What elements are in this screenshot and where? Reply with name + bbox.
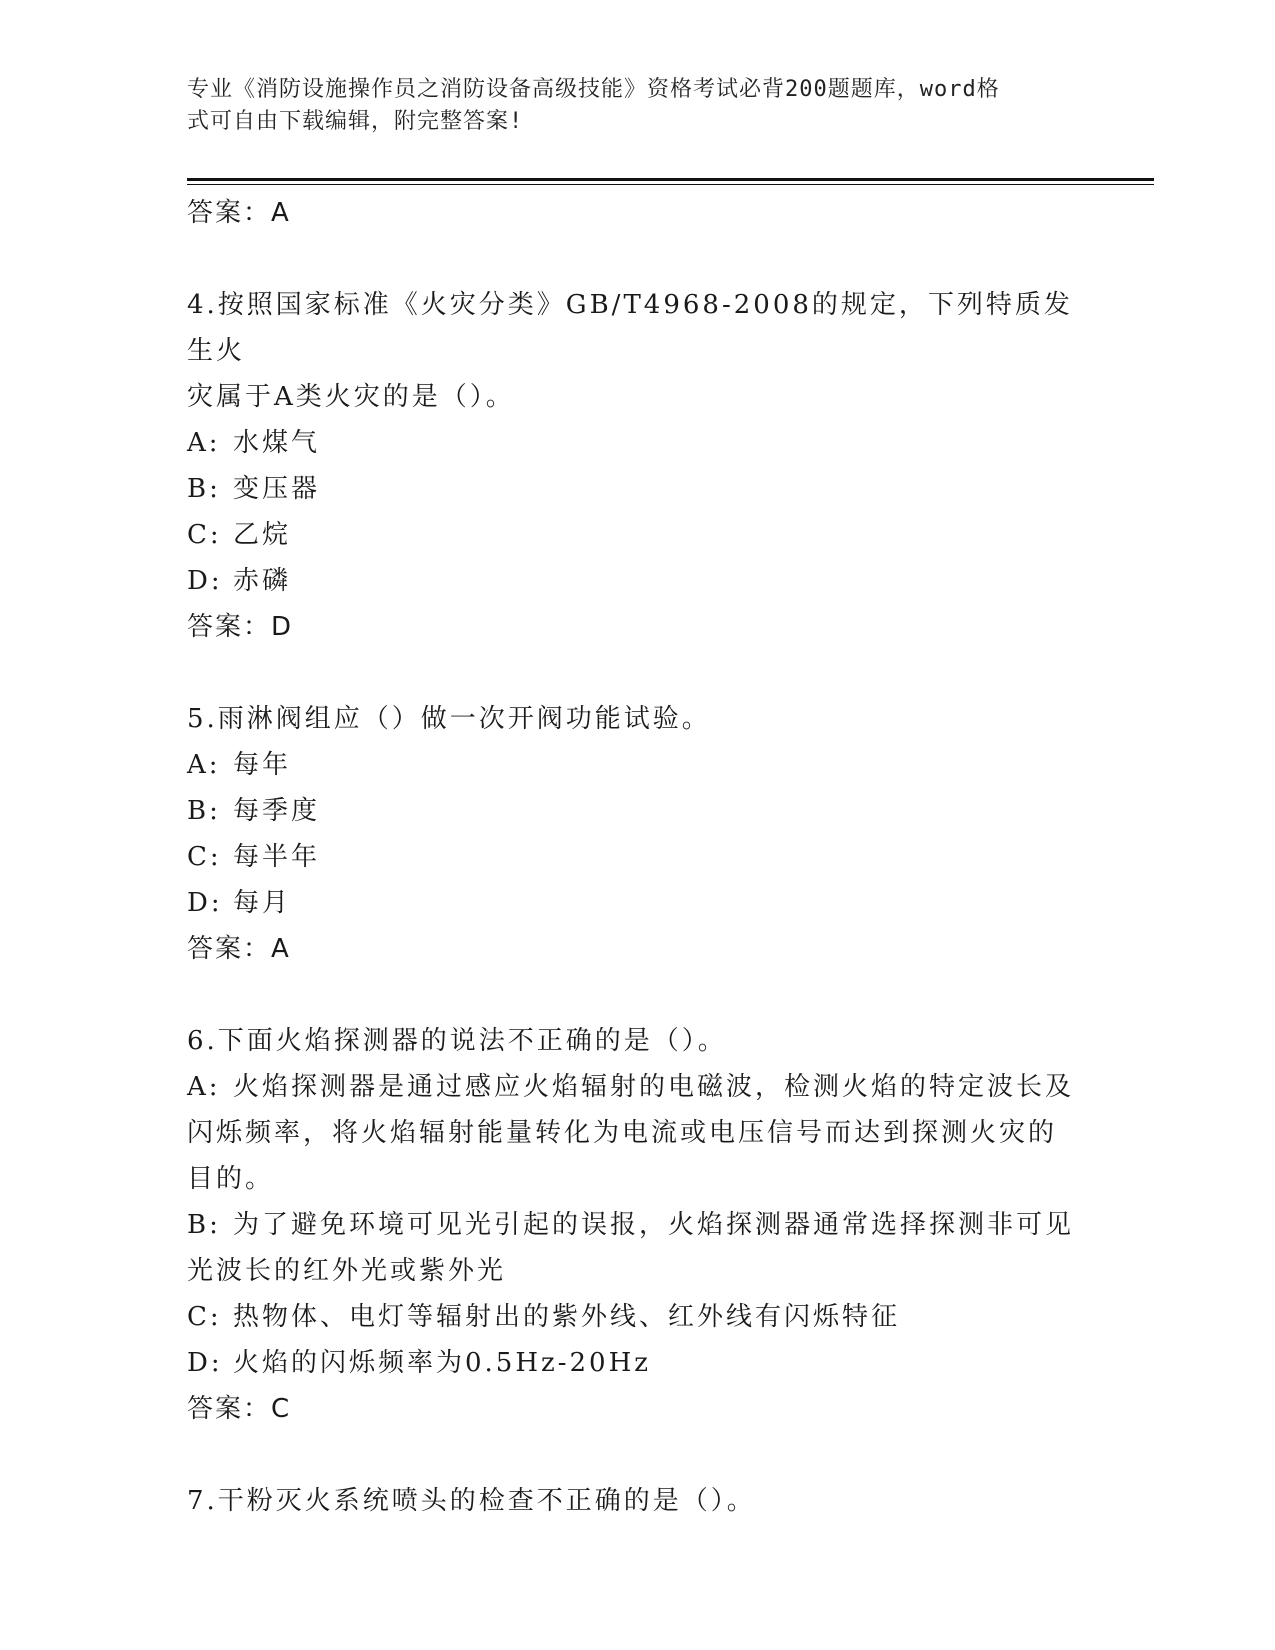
option-c [187,834,1087,880]
option-text: 乙烷 [233,520,292,550]
option-letter: D: [187,566,223,596]
header-rule-thick [187,178,1154,181]
option-a [187,742,1087,788]
question-4 [187,282,1087,650]
option-b-cont: 光波长的红外光或紫外光 [187,1256,507,1286]
option-text: 每季度 [233,796,321,826]
option-c [187,512,1087,558]
document-header [187,74,1067,138]
option-letter: C: [187,1302,222,1332]
option-text: 热物体、电灯等辐射出的紫外线、红外线有闪烁特征 [233,1302,901,1332]
option-letter: A: [187,750,221,780]
question-stem-cont: 灾属于A类火灾的是（）。 [187,382,515,412]
header-line-2: 式可自由下载编辑，附完整答案! [187,109,524,134]
question-7 [187,1478,1087,1524]
question-5 [187,696,1087,972]
spacer [187,236,1087,282]
spacer [187,650,1087,696]
header-rule-thin [187,184,1154,185]
question-6 [187,1018,1087,1432]
option-a-cont: 目的。 [187,1164,275,1194]
answer-prev: 答案：A [187,198,291,228]
option-letter: D: [187,888,223,918]
document-body [187,190,1087,1524]
option-letter: B: [187,1210,221,1240]
option-text: 每年 [233,750,292,780]
answer: 答案：C [187,1394,292,1424]
option-b [187,788,1087,834]
option-letter: B: [187,474,221,504]
question-stem: 4.按照国家标准《火灾分类》GB/T4968-2008的规定，下列特质发生火 [187,290,1073,366]
option-d [187,1340,1087,1386]
option-text: 变压器 [233,474,321,504]
option-text: 赤磷 [233,566,292,596]
option-text: 每月 [233,888,292,918]
option-letter: C: [187,842,222,872]
option-text: 火焰探测器是通过感应火焰辐射的电磁波，检测火焰的特定波长及 [233,1072,1075,1102]
answer: 答案：D [187,612,294,642]
option-letter: B: [187,796,221,826]
option-c [187,1294,1087,1340]
option-d [187,880,1087,926]
option-a-cont: 闪烁频率，将火焰辐射能量转化为电流或电压信号而达到探测火灾的 [187,1118,1058,1148]
option-b [187,466,1087,512]
option-a [187,420,1087,466]
option-letter: C: [187,520,222,550]
option-d [187,558,1087,604]
option-letter: A: [187,428,221,458]
option-text: 水煤气 [233,428,321,458]
option-letter: A: [187,1072,221,1102]
spacer [187,1432,1087,1478]
question-stem: 7.干粉灭火系统喷头的检查不正确的是（）。 [187,1486,756,1516]
option-text: 火焰的闪烁频率为0.5Hz-20Hz [233,1348,651,1378]
header-line-1: 专业《消防设施操作员之消防设备高级技能》资格考试必背200题题库，word格 [187,77,1000,102]
spacer [187,972,1087,1018]
option-text: 每半年 [233,842,321,872]
option-letter: D: [187,1348,223,1378]
option-b [187,1202,1087,1248]
option-text: 为了避免环境可见光引起的误报，火焰探测器通常选择探测非可见 [233,1210,1075,1240]
answer: 答案：A [187,934,291,964]
question-stem: 5.雨淋阀组应（）做一次开阀功能试验。 [187,704,711,734]
option-a [187,1064,1087,1110]
question-stem: 6.下面火焰探测器的说法不正确的是（）。 [187,1026,727,1056]
